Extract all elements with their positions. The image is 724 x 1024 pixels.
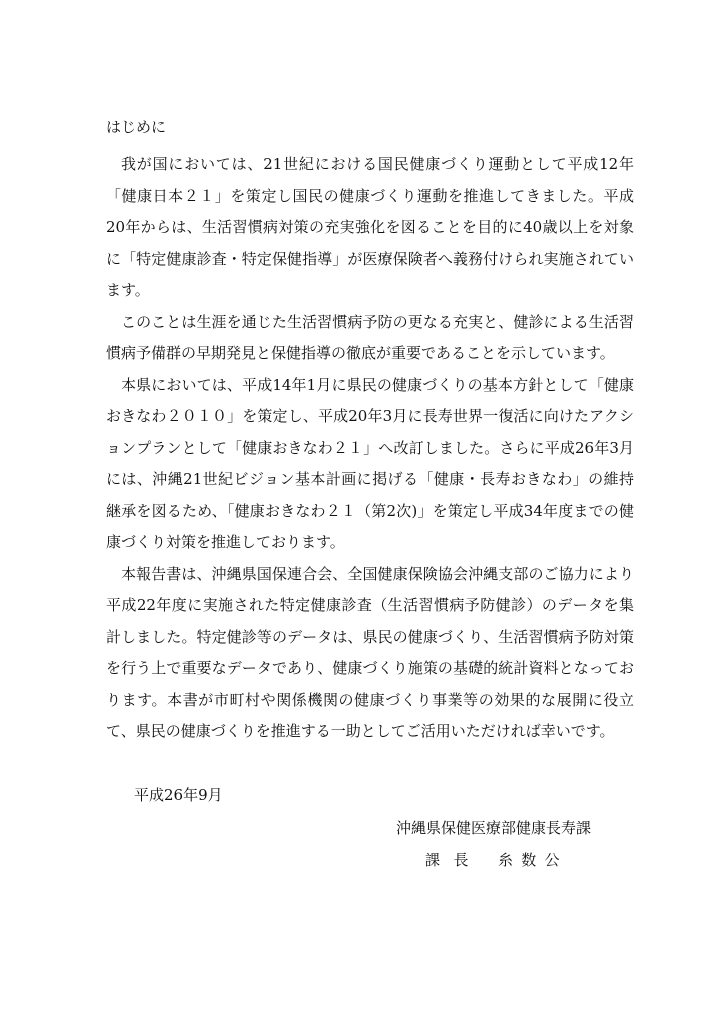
document-body: [106, 149, 634, 748]
signer-name: 糸数公: [498, 851, 568, 869]
body-paragraph: このことは生涯を通じた生活習慣病予防の更なる充実と、健診による生活習慣病予備群の早期発見と保健指導の徹底が重要であることを示しています。: [106, 312, 634, 362]
signature-block: [425, 850, 568, 870]
document-date: 平成26年9月: [134, 786, 223, 804]
body-paragraph: 本県においては、平成14年1月に県民の健康づくりの基本方針として「健康おきなわ２０１０」を策定し、平成20年3月に長寿世界一復活に向けたアクションプランとして「健康おきなわ２１」へ改訂しました。さらに平成26年3月には、沖縄21世紀ビジョン基本計画に掲げる「健康・長寿おきなわ」の維持継承を図るため、「健康おきなわ２１（第2次)」を策定し平成34年度までの健康づくり対策を推進しております。: [106, 375, 634, 551]
signer-title: 課長: [425, 851, 483, 869]
department-name: 沖縄県保健医療部健康長寿課: [396, 819, 592, 837]
body-paragraph: 我が国においては、21世紀における国民健康づくり運動として平成12年「健康日本２１」を策定し国民の健康づくり運動を推進してきました。平成20年からは、生活習慣病対策の充実強化を図ることを目的に40歳以上を対象に「特定健康診査・特定保健指導」が医療保険者へ義務付けられ実施されています。: [106, 155, 634, 299]
body-paragraph: 本報告書は、沖縄県国保連合会、全国健康保険協会沖縄支部のご協力により平成22年度に実施された特定健康診査（生活習慣病予防健診）のデータを集計しました。特定健診等のデータは、県民の健康づくり、生活習慣病予防対策を行う上で重要なデータであり、健康づくり施策の基礎的統計資料となっております。本書が市町村や関係機関の健康づくり事業等の効果的な展開に役立て、県民の健康づくりを推進する一助としてご活用いただければ幸いです。: [106, 564, 634, 740]
document-heading: はじめに: [106, 118, 167, 136]
